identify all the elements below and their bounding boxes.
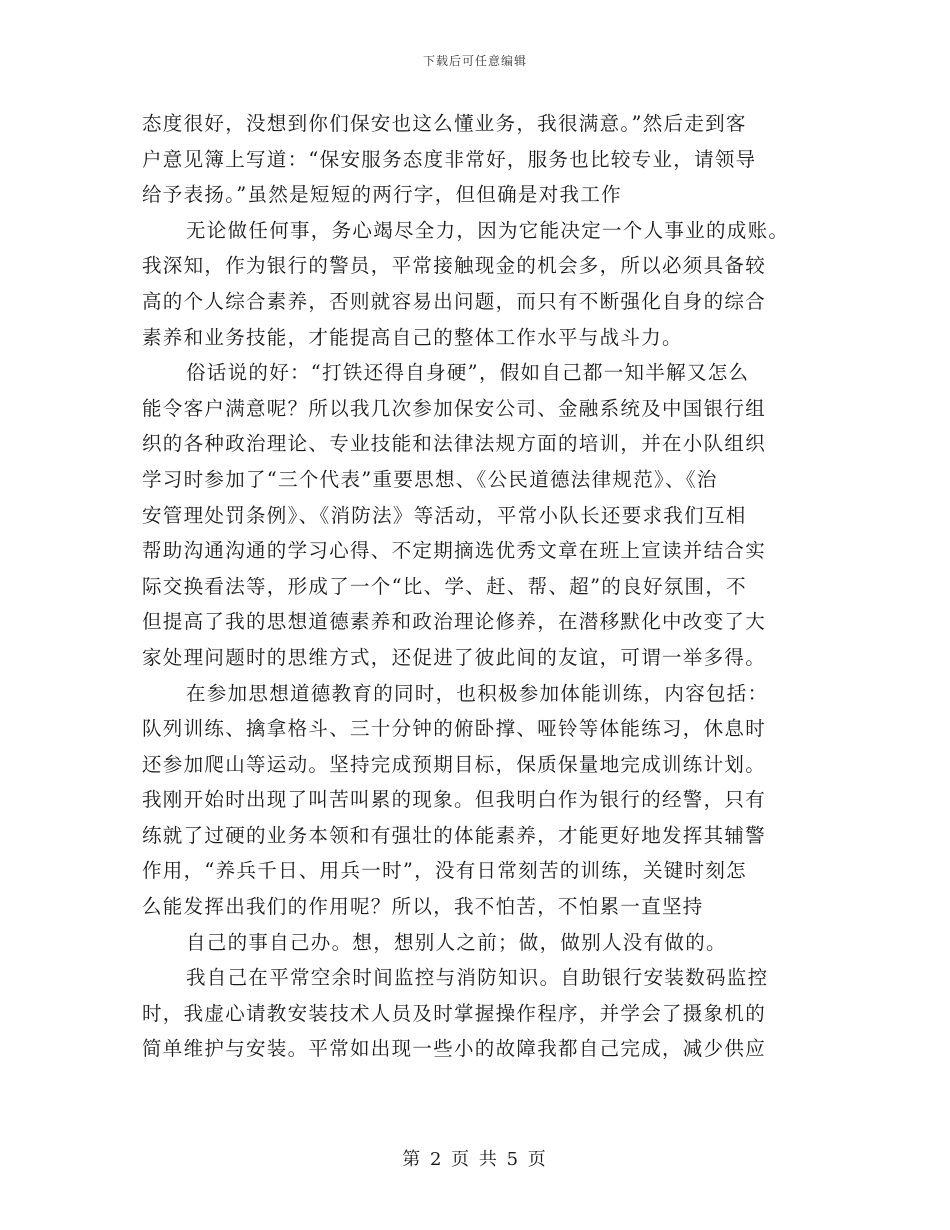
text-line: 时，我虚心请教安装技术人员及时掌握操作程序，并学会了摄象机的 bbox=[142, 1001, 767, 1025]
page-header: 下载后可任意编辑 bbox=[422, 54, 527, 68]
text-line: 自己的事自己办。想，想别人之前；做，做别人没有做的。 bbox=[186, 930, 727, 954]
document-body bbox=[142, 106, 810, 1067]
text-line: 高的个人综合素养，否则就容易出问题，而只有不断强化自身的综合 bbox=[142, 289, 767, 313]
text-line: 素养和业务技能，才能提高自己的整体工作水平与战斗力。 bbox=[142, 325, 683, 349]
text-line: 家处理问题时的思维方式，还促进了彼此间的友谊，可谓一举多得。 bbox=[142, 645, 767, 669]
text-line: 我自己在平常空余时间监控与消防知识。自助银行安装数码监控 bbox=[186, 966, 769, 990]
text-line: 作用，“养兵千日、用兵一时”，没有日常刻苦的训练，关键时刻怎 bbox=[142, 859, 747, 883]
text-line: 能令客户满意呢？所以我几次参加保安公司、金融系统及中国银行组 bbox=[142, 396, 767, 420]
text-line: 无论做任何事，务心竭尽全力，因为它能决定一个人事业的成账。 bbox=[186, 218, 790, 242]
text-line: 队列训练、擒拿格斗、三十分钟的俯卧撑、哑铃等体能练习，休息时 bbox=[142, 717, 767, 741]
text-line: 织的各种政治理论、专业技能和法律法规方面的培训，并在小队组织 bbox=[142, 432, 767, 456]
text-line: 还参加爬山等运动。坚持完成预期目标，保质保量地完成训练计划。 bbox=[142, 752, 767, 776]
text-line: 安管理处罚条例》、《消防法》等活动，平常小队长还要求我们互相 bbox=[142, 503, 747, 527]
page-footer: 第 2 页 共 5 页 bbox=[402, 1149, 548, 1170]
text-line: 俗话说的好：“打铁还得自身硬”，假如自己都一知半解又怎么 bbox=[186, 361, 750, 385]
text-line: 际交换看法等，形成了一个“比、学、赶、帮、超”的良好氛围，不 bbox=[142, 574, 747, 598]
text-line: 给予表扬。”虽然是短短的两行字，但但确是对我工作 bbox=[142, 183, 622, 207]
text-line: 在参加思想道德教育的同时，也积极参加体能训练，内容包括： bbox=[186, 681, 769, 705]
text-line: 学习时参加了“三个代表”重要思想、《公民道德法律规范》、《治 bbox=[142, 467, 718, 491]
text-line: 态度很好，没想到你们保安也这么懂业务，我很满意。”然后走到客 bbox=[142, 112, 747, 135]
text-line: 帮助沟通沟通的学习心得、不定期摘选优秀文章在班上宣读并结合实 bbox=[142, 539, 767, 563]
text-line: 练就了过硬的业务本领和有强壮的体能素养，才能更好地发挥其辅警 bbox=[142, 823, 767, 847]
text-line: 户意见簿上写道：“保安服务态度非常好，服务也比较专业，请领导 bbox=[142, 147, 757, 171]
text-line: 么能发挥出我们的作用呢？所以，我不怕苦，不怕累一直坚持 bbox=[142, 895, 704, 919]
text-line: 我刚开始时出现了叫苦叫累的现象。但我明白作为银行的经警，只有 bbox=[142, 788, 767, 812]
text-line: 我深知，作为银行的警员，平常接触现金的机会多，所以必须具备较 bbox=[142, 254, 767, 278]
text-line: 简单维护与安装。平常如出现一些小的故障我都自己完成，减少供应 bbox=[142, 1037, 767, 1061]
text-line: 但提高了我的思想道德素养和政治理论修养，在潜移默化中改变了大 bbox=[142, 610, 767, 634]
